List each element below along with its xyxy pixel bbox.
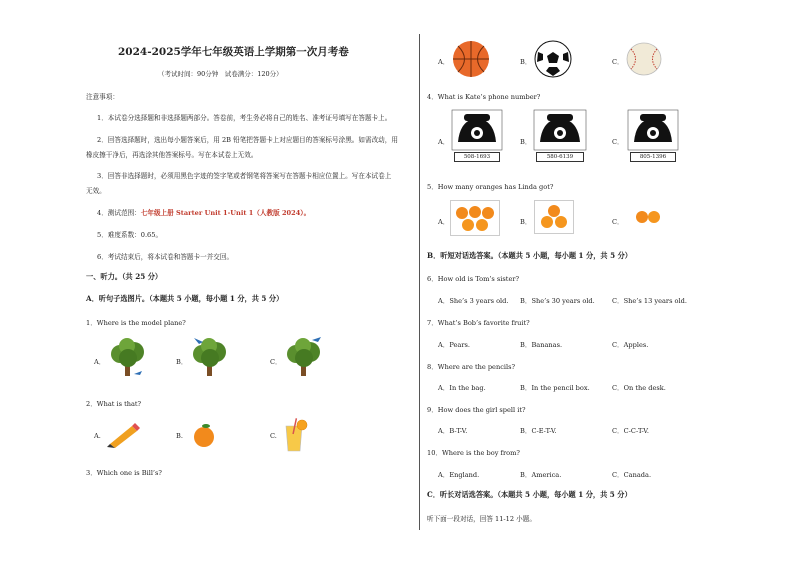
tree-with-plane-top-right-icon — [284, 336, 324, 380]
q9-option-b: B．C-E-T-V. — [520, 427, 557, 435]
juice-glass-icon — [282, 418, 308, 452]
note-4 — [97, 207, 310, 217]
phone-option-b — [532, 108, 588, 164]
question-9: 9．How does the girl spell it? — [427, 406, 526, 414]
three-oranges-icon — [534, 200, 574, 234]
q5-option-a-label: A． — [438, 218, 450, 226]
q1-option-b-label: B． — [176, 358, 188, 366]
section-c-heading: C．听长对话选答案。（本题共 5 小题，每小题 1 分，共 5 分） — [427, 490, 632, 499]
pencil-icon — [106, 422, 140, 448]
q9-option-c: C．C-C-T-V. — [612, 427, 649, 435]
section-a-heading: A．听句子选图片。（本题共 5 小题，每小题 1 分，共 5 分） — [86, 294, 284, 303]
q4-option-b-label: B． — [520, 138, 532, 146]
question-10: 10．Where is the boy from? — [427, 449, 520, 457]
q9-option-a: A．B-T-V. — [438, 427, 468, 435]
phone-number-b: 580-6139 — [536, 152, 584, 162]
phone-number-a: 508-1693 — [454, 152, 500, 162]
note-2b: 橡皮擦干净后，再选涂其他答案标号。写在本试卷上无效。 — [86, 151, 258, 159]
q6-option-b: B．She’s 30 years old. — [520, 297, 595, 305]
note-3b: 无效。 — [86, 187, 106, 195]
five-oranges-icon — [450, 200, 500, 236]
phone-option-c — [626, 108, 680, 164]
note-6: 6．考试结束后，将本试卷和答题卡一并交回。 — [97, 253, 234, 261]
question-3: 3．Which one is Bill’s? — [86, 469, 162, 477]
q3-option-a-label: A． — [438, 58, 450, 66]
q1-option-c-label: C． — [270, 358, 282, 366]
note-1: 1．本试卷分选择题和非选择题两部分。答卷前，考生务必将自己的姓名、准考证号填写在答题卡上。 — [97, 114, 392, 122]
note-4-prefix: 4．测试范围： — [97, 209, 141, 217]
exam-title: 2024-2025学年七年级英语上学期第一次月考卷 — [118, 46, 349, 58]
question-8: 8．Where are the pencils? — [427, 363, 516, 371]
q8-option-b: B．In the pencil box. — [520, 384, 590, 392]
q8-option-a: A．In the bag. — [438, 384, 486, 392]
baseball-icon — [626, 42, 662, 76]
orange-icon — [190, 422, 218, 448]
q2-option-b-label: B. — [176, 432, 183, 440]
part1-heading: 一、听力。（共 25 分） — [86, 272, 163, 281]
question-2: 2．What is that? — [86, 400, 142, 408]
question-7: 7．What’s Bob’s favorite fruit? — [427, 319, 530, 327]
exam-subtitle: （考试时间：90分钟 试卷满分：120分） — [158, 70, 283, 78]
q3-option-c-label: C． — [612, 58, 624, 66]
section-b-heading: B．听短对话选答案。（本题共 5 小题，每小题 1 分，共 5 分） — [427, 251, 632, 260]
q7-option-b: B．Bananas. — [520, 341, 563, 349]
q10-option-b: B．America. — [520, 471, 562, 479]
telephone-icon — [532, 108, 588, 152]
two-oranges-icon — [634, 206, 662, 226]
question-6: 6．How old is Tom’s sister? — [427, 275, 520, 283]
tree-with-plane-below-icon — [108, 338, 148, 380]
q2-option-c-label: C. — [270, 432, 277, 440]
note-4-range: 七年级上册 Starter Unit 1-Unit 1（人教版 2024）。 — [140, 209, 311, 217]
q6-option-c: C．She’s 13 years old. — [612, 297, 687, 305]
notes-heading: 注意事项： — [86, 93, 119, 101]
question-5: 5．How many oranges has Linda got? — [427, 183, 554, 191]
tree-with-plane-above-icon — [190, 336, 230, 380]
telephone-icon — [626, 108, 680, 152]
question-1: 1．Where is the model plane? — [86, 319, 186, 327]
soccer-ball-icon — [534, 40, 572, 78]
telephone-icon — [450, 108, 504, 152]
q3-option-b-label: B． — [520, 58, 532, 66]
basketball-icon — [452, 40, 490, 78]
q10-option-a: A．England. — [438, 471, 480, 479]
note-2a: 2．回答选择题时，选出每小题答案后，用 2B 铅笔把答题卡上对应题目的答案标号涂黑。如需改动，用 — [97, 136, 398, 144]
note-3a: 3．回答非选择题时，必须用黑色字迹的签字笔或者钢笔将答案写在答题卡相应位置上。写在本试卷上 — [97, 172, 392, 180]
q7-option-c: C．Apples. — [612, 341, 649, 349]
phone-number-c: 805-1396 — [630, 152, 676, 162]
note-5: 5．难度系数：0.65。 — [97, 231, 163, 239]
q5-option-b-label: B． — [520, 218, 532, 226]
q7-option-a: A．Pears. — [438, 341, 470, 349]
q6-option-a: A．She’s 3 years old. — [438, 297, 509, 305]
column-divider — [419, 34, 420, 530]
q1-option-a-label: A． — [94, 358, 106, 366]
q10-option-c: C．Canada. — [612, 471, 652, 479]
q5-option-c-label: C． — [612, 218, 624, 226]
q2-option-a-label: A. — [94, 432, 101, 440]
phone-option-a — [450, 108, 504, 164]
q8-option-c: C．On the desk. — [612, 384, 666, 392]
section-c-intro: 听下面一段对话，回答 11-12 小题。 — [427, 515, 536, 523]
q4-option-a-label: A． — [438, 138, 450, 146]
question-4: 4．What is Kate’s phone number? — [427, 93, 541, 101]
q4-option-c-label: C． — [612, 138, 624, 146]
